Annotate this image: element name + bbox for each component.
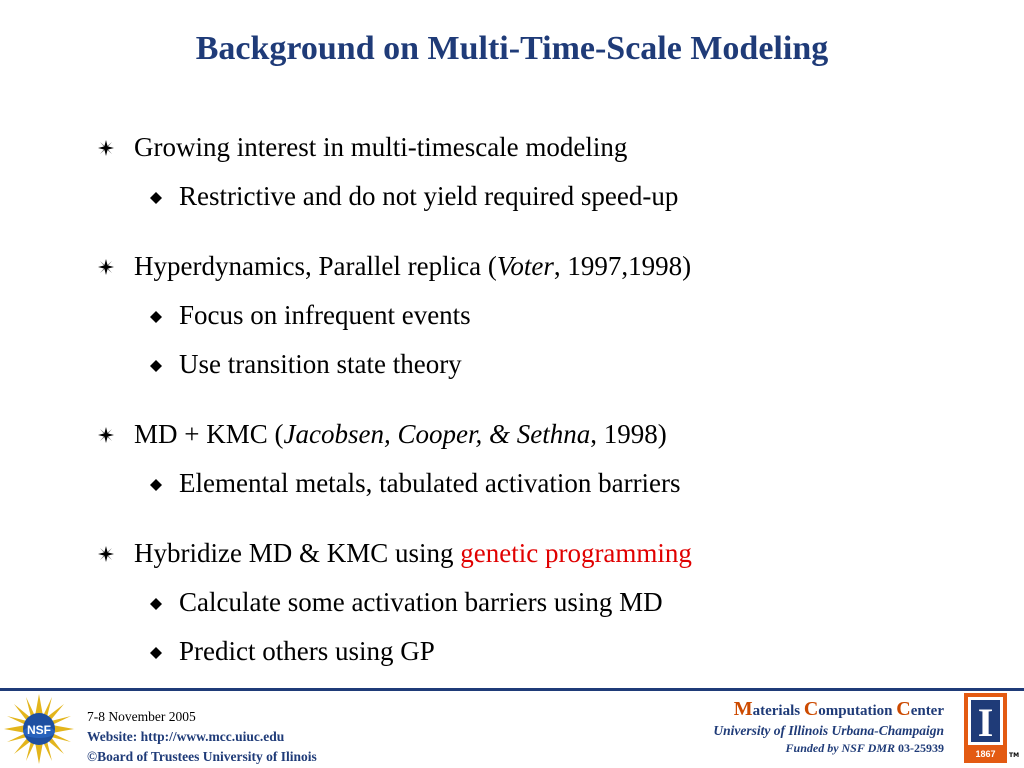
four-point-star-icon	[98, 259, 114, 275]
sub-bullet-item	[0, 467, 1024, 499]
highlight-text: genetic programming	[460, 538, 692, 568]
sub-bullet-item	[0, 299, 1024, 331]
illinois-logo	[964, 693, 1007, 763]
university-name: University of Illinois Urbana-Champaign	[713, 723, 944, 738]
bullet-text: MD + KMC (Jacobsen, Cooper, & Sethna, 1998)	[134, 419, 667, 449]
diamond-icon	[150, 311, 162, 323]
footer-copyright: ©Board of Trustees University of Ilinois	[87, 749, 317, 764]
sub-bullet-text: Use transition state theory	[179, 349, 462, 379]
diamond-icon	[150, 479, 162, 491]
bullet-text: Hybridize MD & KMC using genetic programming	[134, 538, 692, 568]
sub-bullet-text: Predict others using GP	[179, 636, 435, 666]
bullet-item	[0, 250, 1024, 282]
footer-date: 7-8 November 2005	[87, 709, 196, 724]
bullet-item	[0, 418, 1024, 450]
trademark-mark: TM	[1009, 752, 1020, 759]
sub-bullet-text: Focus on infrequent events	[179, 300, 471, 330]
diamond-icon	[150, 192, 162, 204]
sub-bullet-item	[0, 348, 1024, 380]
diamond-icon	[150, 598, 162, 610]
funding-note: Funded by NSF DMR 03-25939	[785, 741, 944, 755]
sub-bullet-text: Restrictive and do not yield required speed-up	[179, 181, 679, 211]
sub-bullet-item	[0, 180, 1024, 212]
sub-bullet-text: Calculate some activation barriers using MD	[179, 587, 663, 617]
bullet-text: Hyperdynamics, Parallel replica (Voter, 1997,1998)	[134, 251, 692, 281]
sub-bullet-item	[0, 635, 1024, 667]
four-point-star-icon	[98, 427, 114, 443]
footer-website[interactable]: Website: http://www.mcc.uiuc.edu	[87, 729, 285, 744]
sub-bullet-item	[0, 586, 1024, 618]
nsf-logo	[4, 694, 74, 764]
slide-title: Background on Multi-Time-Scale Modeling	[195, 30, 829, 67]
nsf-logo-text: NSF	[27, 723, 51, 737]
diamond-icon	[150, 360, 162, 372]
bullet-item	[0, 537, 1024, 569]
center-name: Materials Computation Center	[733, 698, 944, 720]
illinois-year: 1867	[975, 749, 996, 759]
sub-bullet-text: Elemental metals, tabulated activation barriers	[179, 468, 681, 498]
bullet-item	[0, 131, 1024, 163]
author-citation: Jacobsen, Cooper, & Sethna	[283, 419, 591, 449]
illinois-logo-text: I	[977, 700, 994, 745]
four-point-star-icon	[98, 546, 114, 562]
author-citation: Voter	[496, 251, 554, 281]
bullet-text: Growing interest in multi-timescale modeling	[134, 132, 628, 162]
center-info	[713, 699, 944, 757]
four-point-star-icon	[98, 140, 114, 156]
footer-divider	[0, 688, 1024, 691]
diamond-icon	[150, 647, 162, 659]
footer-info	[87, 707, 317, 767]
